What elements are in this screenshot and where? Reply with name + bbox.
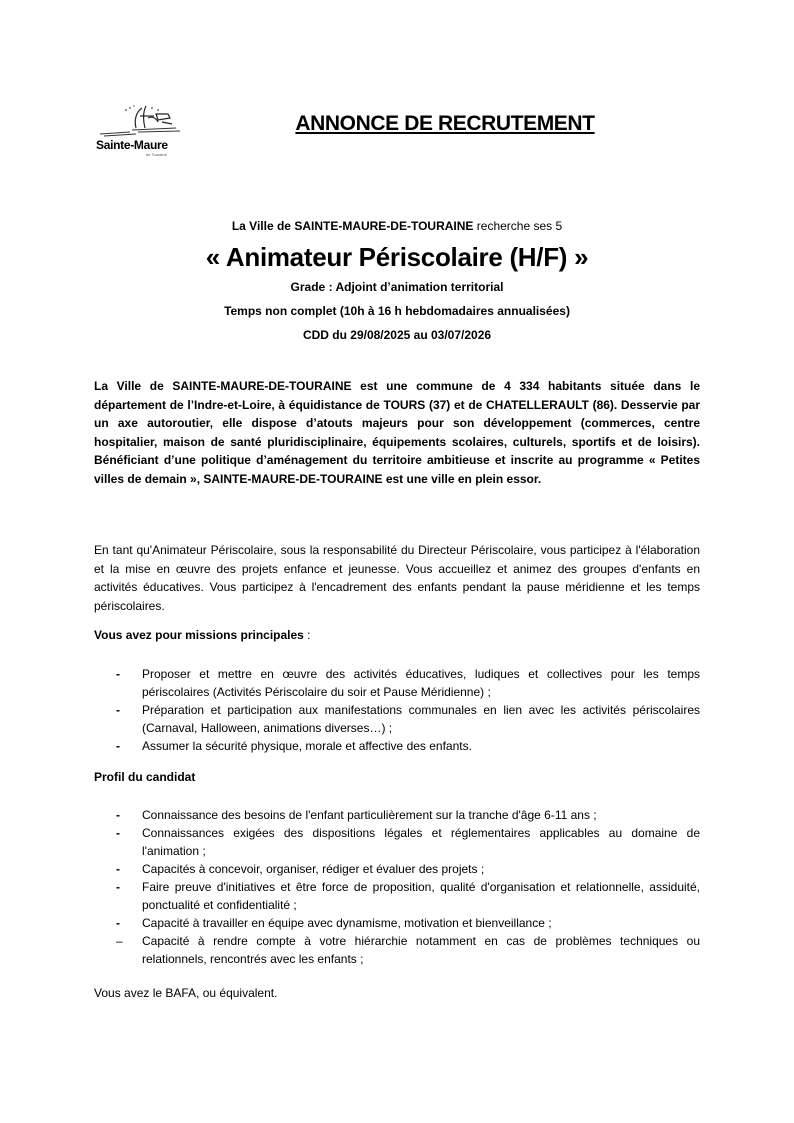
bullet-dash: - [116,916,120,930]
profil-text: Capacités à concevoir, organiser, rédiger et évaluer des projets ; [142,862,485,876]
profil-heading: Profil du candidat [94,770,196,784]
profil-text: Connaissances exigées des dispositions légales et réglementaires applicables au domaine de l'animation ; [142,826,700,858]
bullet-dash: - [116,862,120,876]
list-item [94,824,700,860]
bullet-dash: - [116,808,120,822]
bullet-dash: - [116,826,120,840]
missions-list [94,665,700,755]
missions-heading-text: Vous avez pour missions principales [94,628,304,642]
bullet-dash: - [116,703,120,717]
list-item [94,665,700,701]
list-item [94,737,700,755]
mission-text: Préparation et participation aux manifestations communales en lien avec les activités périscolaires (Carnaval, Halloween, animations diverses…) ; [142,703,700,735]
intro-town: La Ville de SAINTE-MAURE-DE-TOURAINE [231,219,474,233]
intro-recherche: recherche ses 5 [473,219,563,233]
profil-text: Faire preuve d'initiatives et être force de proposition, qualité d'organisation et relationnelle, assiduité, ponctualité et confidentialité ; [142,880,700,912]
list-item [94,914,700,932]
job-contract-dates: CDD du 29/08/2025 au 03/07/2026 [302,328,492,342]
job-grade: Grade : Adjoint d’animation territorial [290,280,504,294]
town-logo [96,104,194,160]
profil-text: Capacité à rendre compte à votre hiérarchie notamment en cas de problèmes techniques ou relationnels, rencontrés avec les enfants ; [142,934,700,966]
job-hours: Temps non complet (10h à 16 h hebdomadaires annualisées) [224,304,570,318]
bullet-dash: - [116,667,120,681]
list-item [94,932,700,968]
list-item [94,878,700,914]
profil-list [94,806,700,968]
missions-heading-colon: : [303,628,311,642]
bullet-dash: - [116,880,120,894]
bullet-dash: - [116,739,120,753]
bullet-dash: – [116,934,123,948]
logo-town-name: Sainte-Maure [96,138,168,152]
profil-text: Connaissance des besoins de l'enfant particulièrement sur la tranche d'âge 6-11 ans ; [142,808,597,822]
closing-line: Vous avez le BAFA, ou équivalent. [94,986,278,1000]
intro-line [94,219,700,233]
role-description: En tant qu'Animateur Périscolaire, sous la responsabilité du Directeur Périscolaire, vous participez à l'élaboration et la mise en œuvre des projets enfance et jeunesse. Vous accueillez et animez des groupes d'enfants en activités éducatives. Vous participez à l'encadrement des enfants pendant la pause méridienne et les temps périscolaires. [94,543,700,613]
job-title: « Animateur Périscolaire (H/F) » [205,242,589,272]
logo-subtitle: de Touraine [146,152,167,157]
logo-emblem-icon [96,104,194,140]
mission-text: Assumer la sécurité physique, morale et affective des enfants. [142,739,472,753]
commune-description: La Ville de SAINTE-MAURE-DE-TOURAINE est une commune de 4 334 habitants située dans le département de l’Indre-et-Loire, à équidistance de TOURS (37) et de CHATELLERAULT (86). Desservie par un axe autoroutier, elle dispose d’atouts majeurs pour son développement (commerces, centre hospitalier, maison de santé pluridisciplinaire, équipements scolaires, culturels, sportifs et de loisirs). Bénéficiant d’une politique d’aménagement du territoire ambitieuse et inscrite au programme « Petites villes de demain », SAINTE-MAURE-DE-TOURAINE est une ville en plein essor. [94,379,700,486]
missions-heading [94,628,311,642]
page-title: ANNONCE DE RECRUTEMENT [295,112,595,135]
list-item [94,860,700,878]
profil-text: Capacité à travailler en équipe avec dynamisme, motivation et bienveillance ; [142,916,552,930]
list-item [94,701,700,737]
list-item [94,806,700,824]
mission-text: Proposer et mettre en œuvre des activités éducatives, ludiques et collectives pour les temps périscolaires (Activités Périscolaire du soir et Pause Méridienne) ; [142,667,700,699]
